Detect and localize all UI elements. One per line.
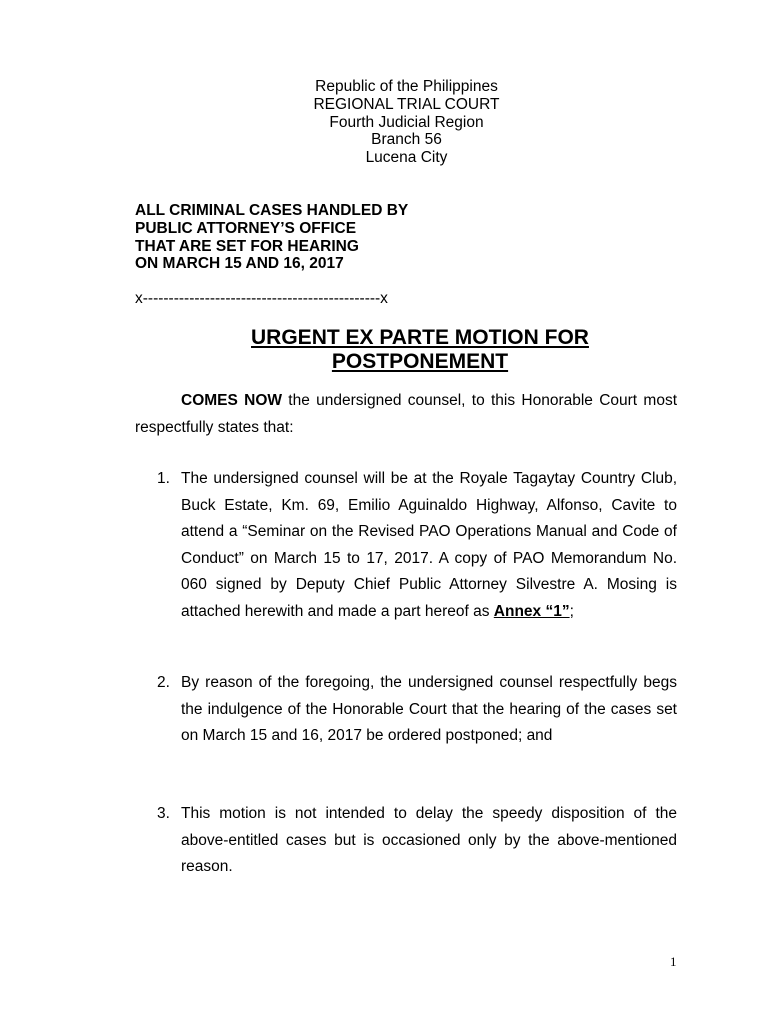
header-line-court: REGIONAL TRIAL COURT [313,95,500,113]
item-1-tail: ; [569,602,574,620]
title-line-1: URGENT EX PARTE MOTION FOR [251,326,589,349]
intro-rest: the undersigned counsel, to this Honorable Court most respectfully states that: [135,392,677,436]
header-line-branch: Branch 56 [371,131,442,149]
caption-line-4: ON MARCH 15 AND 16, 2017 [135,255,344,273]
annex-reference: Annex “1” [493,602,570,620]
item-number: 1. [157,470,170,487]
intro-lead: COMES NOW [181,392,283,409]
item-text: By reason of the foregoing, the undersigned counsel respectfully begs the indulgence of the Honorable Court that the hearing of the cases set on March 15 and 16, 2017 be ordered postponed; and [181,674,677,744]
caption-line-2: PUBLIC ATTORNEY’S OFFICE [135,219,357,237]
court-header [0,78,768,167]
numbered-item-1 [135,466,677,625]
document-title [0,326,768,374]
caption-line-1: ALL CRIMINAL CASES HANDLED BY [135,202,409,219]
page-number: 1 [670,954,677,969]
caption-separator: x----------------------------------------------x [135,290,388,307]
header-line-republic: Republic of the Philippines [315,78,498,95]
item-text: This motion is not intended to delay the speedy disposition of the above-entitled cases but is occasioned only by the above-mentioned reason. [181,805,677,875]
header-line-city: Lucena City [365,149,448,167]
header-line-region: Fourth Judicial Region [329,113,484,131]
intro-paragraph [135,388,677,441]
numbered-item-3 [135,801,677,881]
case-caption [135,202,408,273]
item-number: 3. [157,805,170,822]
item-text [181,466,677,625]
item-number: 2. [157,674,170,691]
caption-line-3: THAT ARE SET FOR HEARING [135,237,359,255]
numbered-item-2 [135,670,677,750]
item-1-body: The undersigned counsel will be at the Royale Tagaytay Country Club, Buck Estate, Km. 69, Emilio Aguinaldo Highway, Alfonso, Cavite to attend a “Seminar on the Revised PAO Operations Manual and Code of Conduct” on March 15 to 17, 2017. A copy of PAO Memorandum No. 060 signed by Deputy Chief Public Attorney Silvestre A. Mosing is attached herewith and made a part hereof as [181,470,677,620]
title-line-2: POSTPONEMENT [331,350,509,373]
